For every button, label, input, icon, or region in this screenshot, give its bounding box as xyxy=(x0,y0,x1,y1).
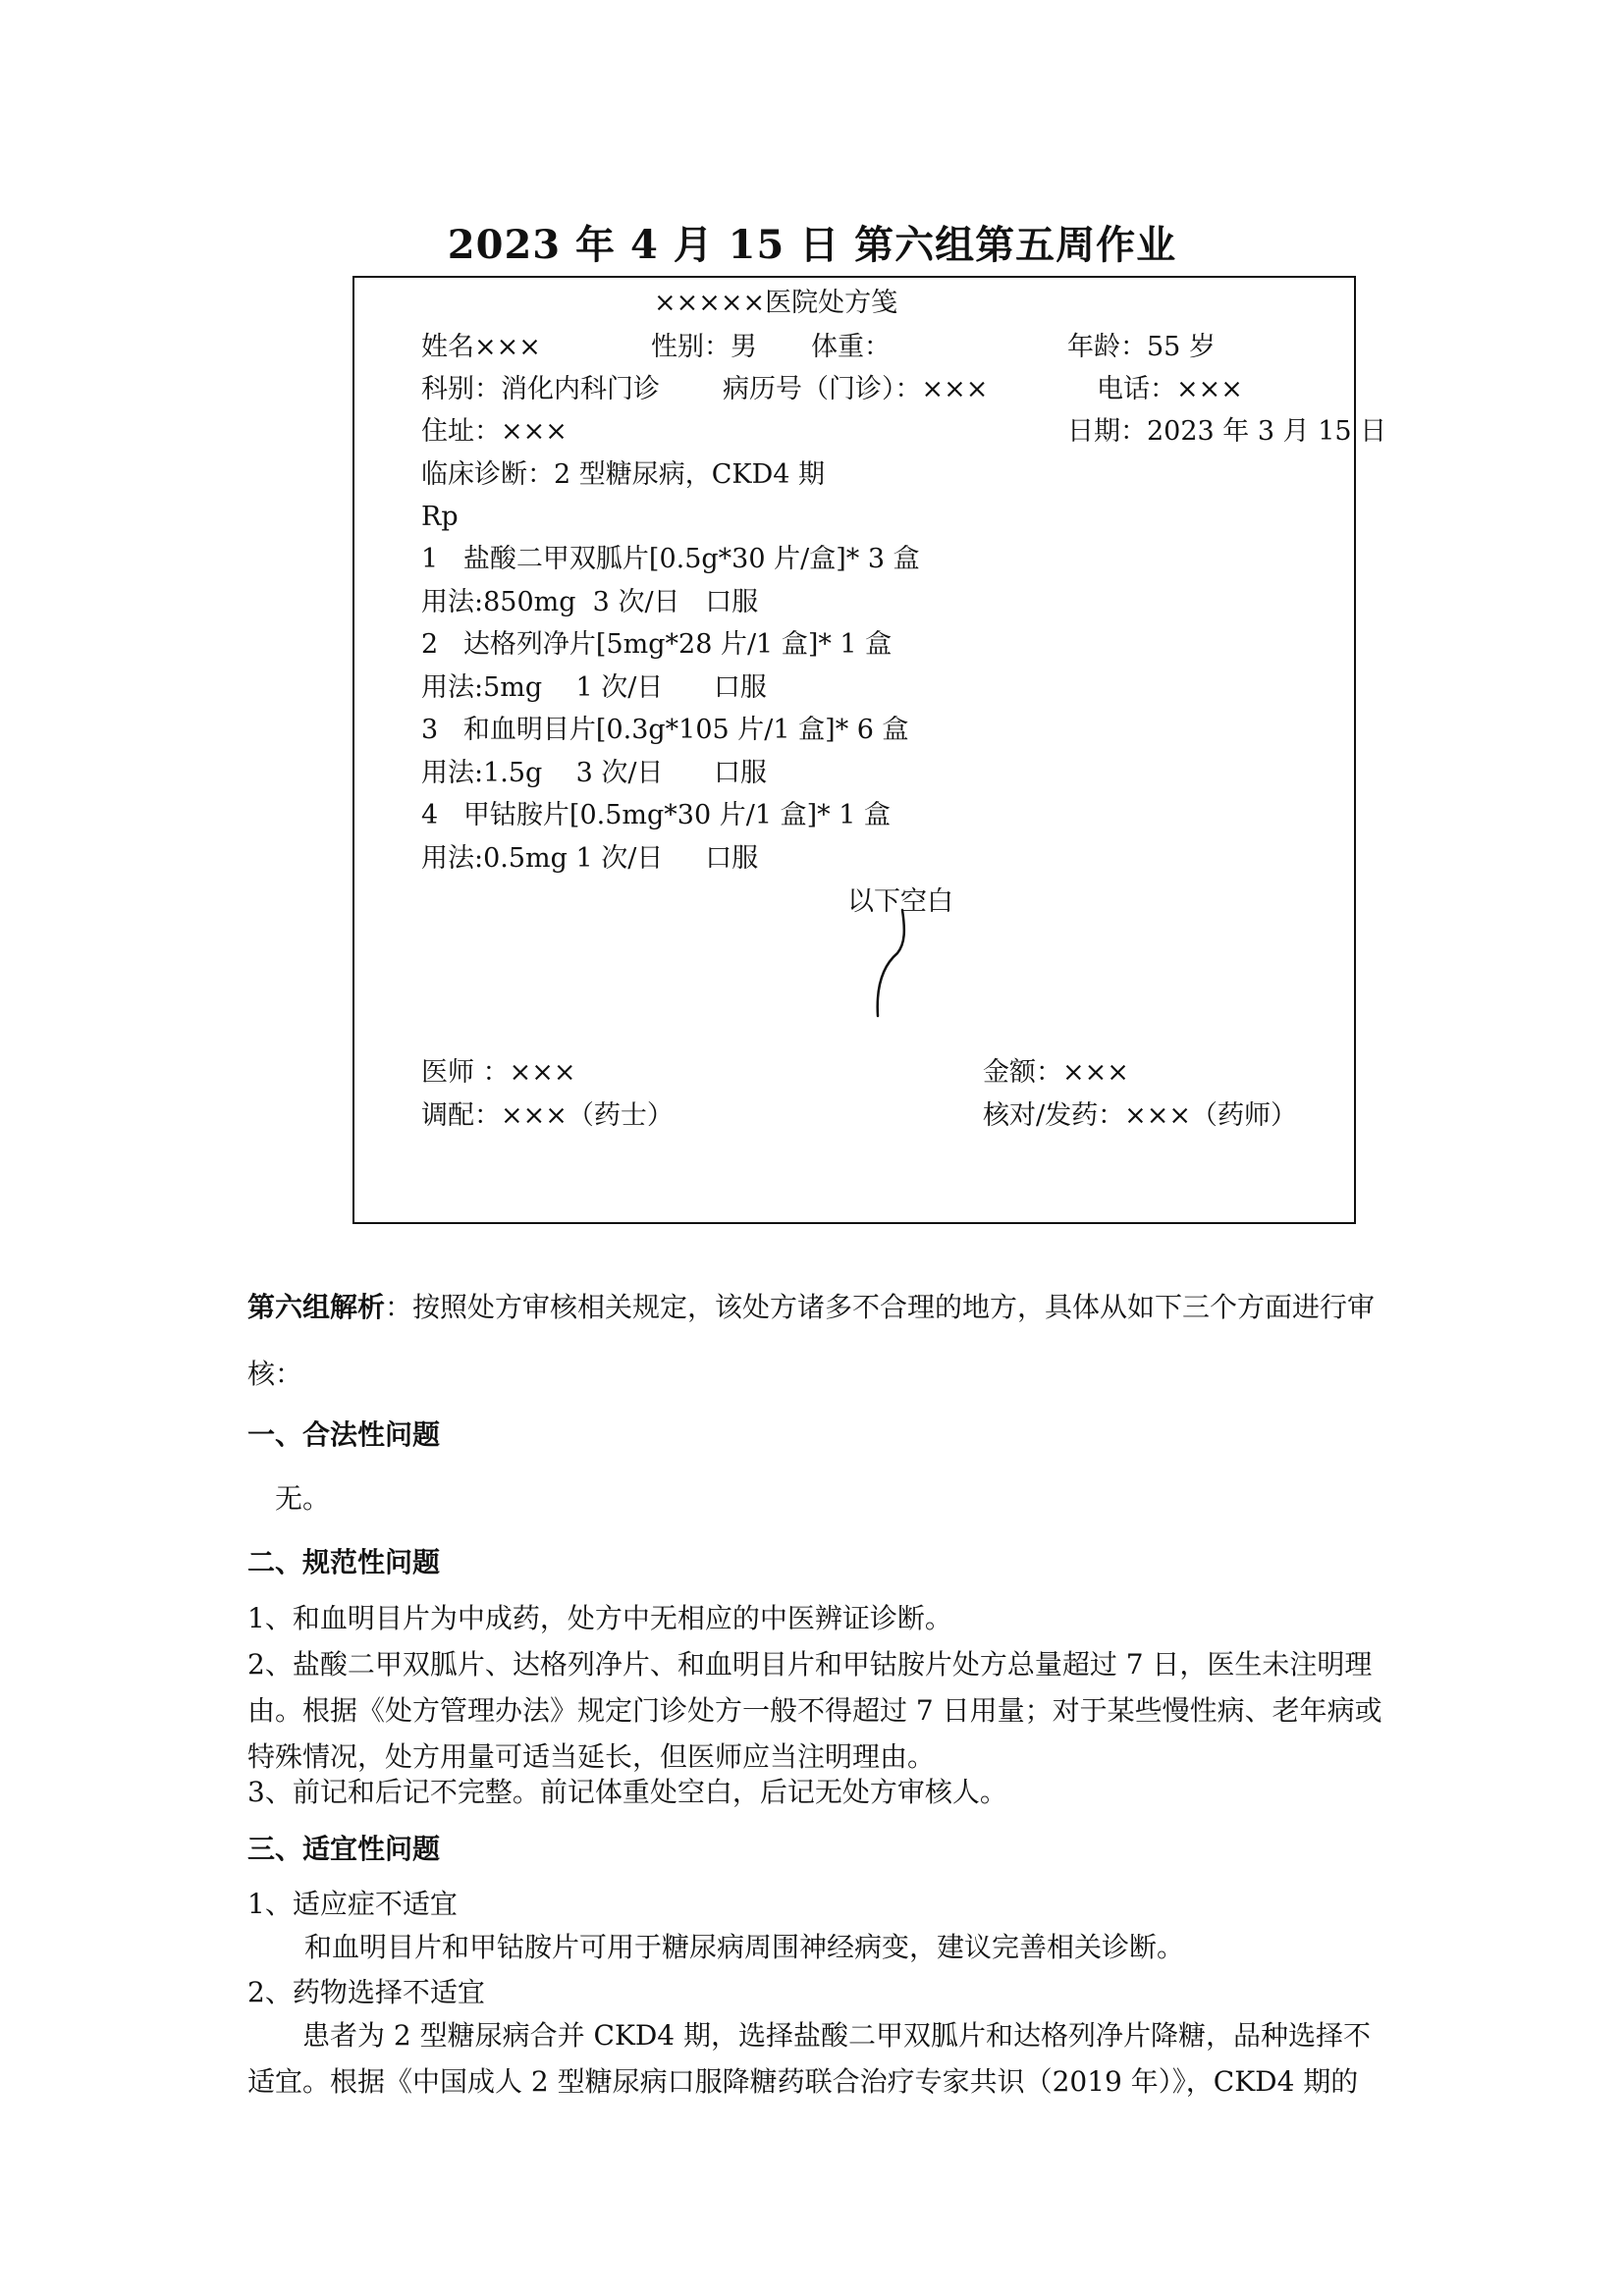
analysis-intro-text: ：按照处方审核相关规定，该处方诸多不合理的地方，具体从如下三个方面进行审核： xyxy=(247,1291,1376,1390)
clinical-diagnosis: 临床诊断：2 型糖尿病，CKD4 期 xyxy=(421,459,825,490)
drug-usage: 用法:5mg 1 次/日 口服 xyxy=(421,672,767,703)
section-body: 和血明目片和甲钴胺片可用于糖尿病周围神经病变，建议完善相关诊断。 xyxy=(304,1931,1185,1963)
address: 住址：××× xyxy=(421,416,568,447)
analysis-intro-label: 第六组解析 xyxy=(247,1291,386,1323)
blank-mark-stroke xyxy=(870,906,909,1019)
rp-label: Rp xyxy=(421,502,459,532)
drug-item: 1 盐酸二甲双胍片[0.5g*30 片/盒]* 3 盒 xyxy=(421,544,920,574)
section-body: 1、适应症不适宜 xyxy=(247,1888,458,1920)
drug-usage: 用法:1.5g 3 次/日 口服 xyxy=(421,758,768,788)
patient-age: 年龄：55 岁 xyxy=(1067,332,1216,362)
patient-name: 姓名××× xyxy=(421,332,541,362)
amount: 金额：××× xyxy=(983,1057,1129,1088)
department: 科别：消化内科门诊 xyxy=(421,374,660,404)
patient-sex: 性别：男 xyxy=(651,332,757,362)
section-body: 患者为 2 型糖尿病合并 CKD4 期，选择盐酸二甲双胍片和达格列净片降糖，品种选择不适宜。根据《中国成人 2 型糖尿病口服降糖药联合治疗专家共识（2019 年）》，CKD4 期的 xyxy=(247,2019,1372,2098)
doctor-signature: 医师 ：××× xyxy=(421,1057,576,1088)
prescription-header: ×××××医院处方笺 xyxy=(654,288,898,318)
section-heading: 一、合法性问题 xyxy=(247,1418,441,1451)
blank-note: 以下空白 xyxy=(847,886,953,917)
drug-usage: 用法:850mg 3 次/日 口服 xyxy=(421,587,759,617)
checker: 核对/发药：×××（药师） xyxy=(983,1100,1297,1131)
prescription-date: 日期：2023 年 3 月 15 日 xyxy=(1067,416,1387,447)
analysis-intro xyxy=(247,1274,1386,1408)
section-heading: 二、规范性问题 xyxy=(247,1546,441,1578)
drug-item: 4 甲钴胺片[0.5mg*30 片/1 盒]* 1 盒 xyxy=(421,800,891,830)
record-number: 病历号（门诊）：××× xyxy=(723,374,989,404)
section-body: 1、和血明目片为中成药，处方中无相应的中医辨证诊断。 xyxy=(247,1602,952,1634)
page-title: 2023 年 4 月 15 日 第六组第五周作业 xyxy=(447,222,1177,268)
drug-item: 2 达格列净片[5mg*28 片/1 盒]* 1 盒 xyxy=(421,629,893,660)
phone: 电话：××× xyxy=(1097,374,1243,404)
section-body: 2、盐酸二甲双胍片、达格列净片、和血明目片和甲钴胺片处方总量超过 7 日，医生未注明理由。根据《处方管理办法》规定门诊处方一般不得超过 7 日用量；对于某些慢性病、老年病或特殊情况，处方用量可适当延长，但医师应当注明理由。 xyxy=(247,1648,1382,1773)
section-heading: 三、适宜性问题 xyxy=(247,1833,441,1865)
section-body: 3、前记和后记不完整。前记体重处空白，后记无处方审核人。 xyxy=(247,1776,1007,1808)
prescription-form xyxy=(352,276,1387,1224)
dispenser: 调配：×××（药士） xyxy=(421,1100,674,1131)
drug-usage: 用法:0.5mg 1 次/日 口服 xyxy=(421,843,759,874)
patient-weight: 体重： xyxy=(811,332,891,362)
section-body: 2、药物选择不适宜 xyxy=(247,1976,485,2008)
section-body: 无。 xyxy=(275,1482,331,1515)
drug-item: 3 和血明目片[0.3g*105 片/1 盒]* 6 盒 xyxy=(421,715,909,745)
